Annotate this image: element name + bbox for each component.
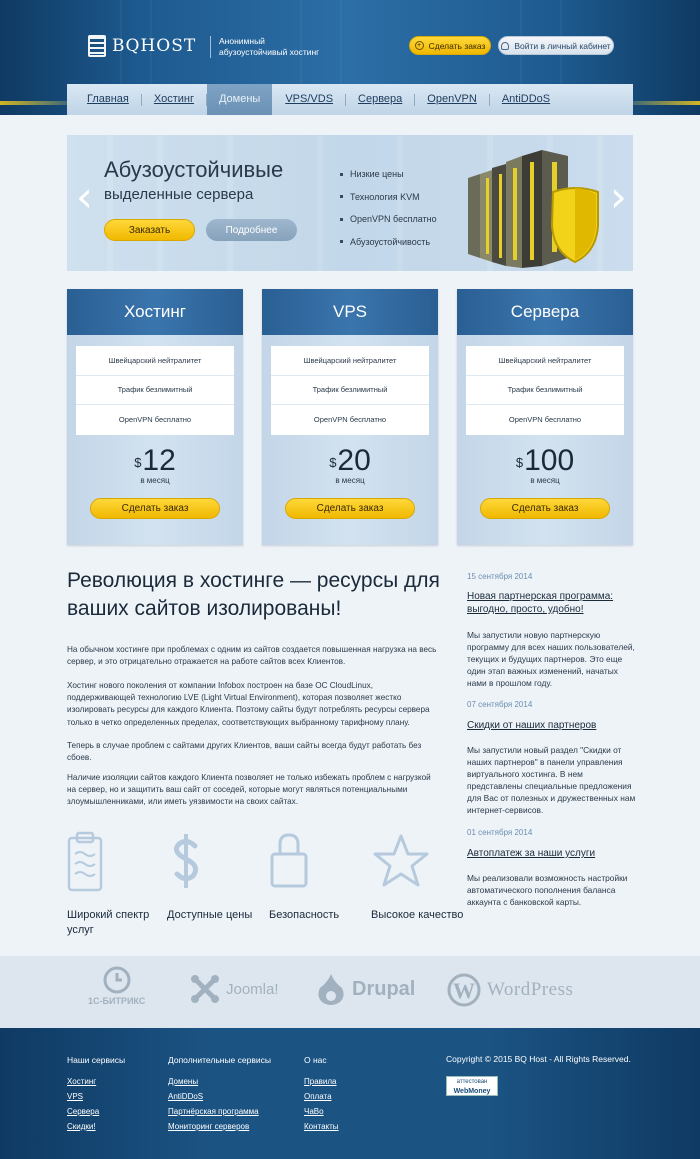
news-title-link[interactable]: Автоплатеж за наши услуги [467,848,596,859]
slide-subtitle: выделенные сервера [104,186,254,203]
slide-feature: Абузоустойчивость [340,231,437,254]
plan-order-button[interactable]: Сделать заказ [285,498,415,519]
partner-drupal[interactable] [316,972,415,1006]
footer-column-title: О нас [304,1055,327,1065]
article-paragraph: Хостинг нового поколения от компании Infobox построен на базе ОС CloudLinux, поддерживающей технологию LVE (Light Virtual Environment), которая позволяет жестко изолировать ресурсы для каждого Клиента. Поэтому сайты будут потреблять ресурсы сервера только в четко определенных пределах, соответствующих выбранному тарифному плану. [67,681,430,727]
plan-feature: OpenVPN бесплатно [508,415,582,425]
price-value: 20 [337,443,371,477]
star-icon [371,830,431,895]
footer-link[interactable]: ЧаВо [304,1107,324,1116]
feature-label: Доступные цены [167,909,253,921]
feature-prices [167,830,262,923]
plan-order-button[interactable]: Сделать заказ [90,498,220,519]
partner-name: Drupal [352,977,416,1000]
slide-feature: Низкие цены [340,163,437,186]
footer-link[interactable]: Хостинг [67,1077,97,1086]
lock-icon [269,830,309,895]
plan-price [67,445,243,477]
badge-line: аттестован [456,1079,488,1085]
price-currency: $ [329,454,337,470]
nav-item-domains[interactable]: Домены [207,84,272,115]
login-label: Войти в личный кабинет [514,40,611,51]
footer-link[interactable]: VPS [67,1092,84,1101]
price-period: в месяц [335,475,365,485]
partner-joomla[interactable] [190,974,279,1004]
slide-feature: OpenVPN бесплатно [340,208,437,231]
plan-feature-list [76,346,234,435]
article-paragraph: Наличие изоляции сайтов каждого Клиента позволяет не только избежать проблем с нагрузкой на сервер, но и защитить ваш сайт от соседей, которые могут являться потенциальными злоумышленниками, или иметь уязвимости на своих сайтах. [67,773,431,807]
news-title-link[interactable]: Новая партнерская программа: выгодно, просто, удобно! [467,591,614,615]
plan-title: Сервера [457,289,633,335]
plan-price [262,445,438,477]
plan-feature: Швейцарский нейтралитет [466,346,624,376]
news-date: 01 сентября 2014 [467,828,533,837]
wordpress-icon [447,973,481,1007]
price-currency: $ [515,454,524,470]
nav-item-vps[interactable]: VPS/VDS [285,93,334,105]
price-period: в месяц [140,475,170,485]
badge-line: WebMoney [453,1088,491,1095]
partner-name: WordPress [487,979,574,1000]
footer-link[interactable]: Скидки! [67,1122,96,1131]
slide-order-button[interactable]: Заказать [104,219,195,241]
nav-item-home[interactable]: Главная [87,93,129,105]
article-paragraph: На обычном хостинге при проблемах с одним из сайтов создается повышенная нагрузка на весь сервер, и это отрицательно отражается на работе сайтов всех Клиентов. [67,645,437,667]
server-shield-illustration [458,148,608,270]
footer-link[interactable]: Контакты [304,1122,339,1131]
partner-name: 1С-БИТРИКС [88,996,146,1006]
plan-card-vps [262,289,438,545]
price-value: 100 [524,443,575,477]
nav-item-hosting[interactable]: Хостинг [153,93,194,105]
footer-link[interactable]: Домены [168,1077,199,1086]
nav-item-antiddos[interactable]: AntiDDoS [501,93,551,105]
plan-feature-list [466,346,624,435]
footer-link[interactable]: Оплата [304,1092,332,1101]
webmoney-badge[interactable] [446,1076,498,1096]
feature-label: Безопасность [269,909,340,921]
footer-column-title: Дополнительные сервисы [168,1055,271,1065]
footer-link[interactable]: Правила [304,1077,337,1086]
slide-feature: Технология KVM [340,186,437,209]
news-text: Мы запустили новый раздел "Скидки от наших партнеров" в панели управления виртуального хостинга. В нем представлены специальные предложения для Вас от полезных и дружественных нам интернет-сервисов. [467,745,636,815]
price-period: в месяц [530,475,560,485]
slide-feature-list [340,163,437,253]
logo-text: BQHOST [112,36,197,56]
slide-title: Абузоустойчивые [104,157,284,182]
plan-feature-list [271,346,429,435]
feature-label: Широкий спектр услуг [67,909,150,936]
nav-item-openvpn[interactable]: OpenVPN [427,93,477,105]
footer-link[interactable]: AntiDDoS [168,1092,204,1101]
footer-link[interactable]: Сервера [67,1107,100,1116]
footer-link[interactable]: Партнёрская программа [168,1107,259,1116]
plan-feature: Трафик безлимитный [466,376,624,406]
footer-column-title: Наши сервисы [67,1055,126,1065]
bitrix-icon [103,966,131,994]
partner-name: Joomla! [226,980,279,998]
plan-price [457,445,633,477]
tagline: Анонимный абузоустойчивый хостинг [210,36,320,58]
copyright: Copyright © 2015 BQ Host - All Rights Reserved. [446,1054,631,1064]
drupal-icon [316,972,346,1006]
article-paragraph: Теперь в случае проблем с сайтами других Клиентов, ваши сайты всегда будут работать без сбоев. [67,741,422,763]
plan-order-button[interactable]: Сделать заказ [480,498,610,519]
server-logo-icon [88,35,106,57]
plan-card-servers [457,289,633,545]
footer-link[interactable]: Мониторинг серверов [168,1122,250,1131]
joomla-icon [190,974,220,1004]
plan-feature: Швейцарский нейтралитет [76,346,234,376]
plan-card-hosting [67,289,243,545]
news-title-link[interactable]: Скидки от наших партнеров [467,720,597,731]
user-icon [501,42,509,50]
main-nav [67,84,633,115]
dollar-icon [167,830,207,895]
header-order-label: Сделать заказ [428,40,486,51]
partner-wordpress[interactable] [447,973,573,1007]
slider-prev-arrow-icon[interactable]: ‹ [76,172,93,221]
news-text: Мы реализовали возможность настройки автоматического пополнения баланса аккаунта с банковской карты. [467,873,628,907]
price-currency: $ [134,454,142,470]
plan-feature: Трафик безлимитный [76,376,234,406]
news-date: 07 сентября 2014 [467,700,533,709]
plan-title: VPS [262,289,438,335]
slider-next-arrow-icon[interactable]: › [610,172,627,221]
plan-feature: OpenVPN бесплатно [313,415,387,425]
feature-wide-range [67,830,162,938]
feature-quality [371,830,466,923]
feature-label: Высокое качество [371,909,464,921]
article-title: Революция в хостинге — ресурсы для ваших сайтов изолированы! [67,569,440,620]
price-value: 12 [142,443,176,477]
feature-security [269,830,364,923]
news-text: Мы запустили новую партнерскую программу для всех наших пользователей, текущих и будущих партнеров. Это еще один этап важных изменений, начатых нами в прошлом году. [467,630,635,688]
plus-icon: + [415,41,424,50]
plan-title: Хостинг [67,289,243,335]
svg-text:W: W [453,978,475,1003]
slide-more-button[interactable]: Подробнее [206,219,297,241]
document-icon [67,830,107,895]
plan-feature: Швейцарский нейтралитет [271,346,429,376]
site-footer [0,1028,700,1159]
header-order-button[interactable] [409,36,491,55]
logo[interactable] [88,35,196,57]
nav-item-servers[interactable]: Сервера [358,93,403,105]
login-button[interactable] [498,36,614,55]
news-date: 15 сентября 2014 [467,572,533,581]
plan-feature: OpenVPN бесплатно [118,415,192,425]
partner-bitrix[interactable] [88,966,145,1006]
plan-feature: Трафик безлимитный [271,376,429,406]
